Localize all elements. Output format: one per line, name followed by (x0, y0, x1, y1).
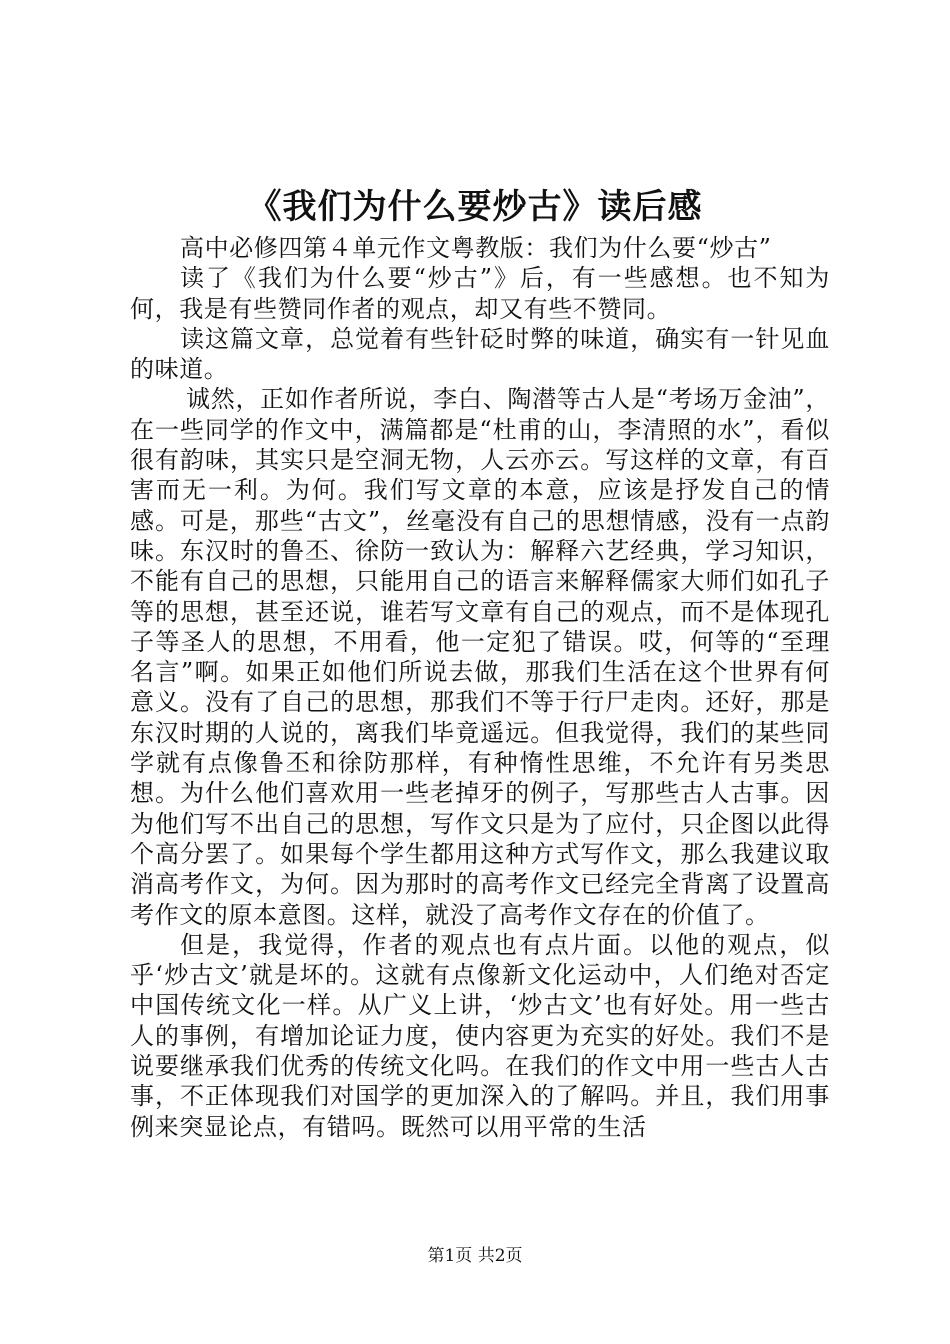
paragraph-3: 诚然，正如作者所说，李白、陶潜等古人是“考场万金油”，在一些同学的作文中，满篇都是“杜甫的山，李清照的水”，看似很有韵味，其实只是空洞无物，人云亦云。写这样的文章，有百害而无一利。为何。我们写文章的本意，应该是抒发自己的情感。可是，那些“古文”，丝毫没有自己的思想情感，没有一点韵味。东汉时的鲁丕、徐防一致认为：解释六艺经典，学习知识，不能有自己的思想，只能用自己的语言来解释儒家大师们如孔子等的思想，甚至还说，谁若写文章有自己的观点，而不是体现孔子等圣人的思想，不用看，他一定犯了错误。哎，何等的“至理名言”啊。如果正如他们所说去做，那我们生活在这个世界有何意义。没有了自己的思想，那我们不等于行尸走肉。还好，那是东汉时期的人说的，离我们毕竟遥远。但我觉得，我们的某些同学就有点像鲁丕和徐防那样，有种惰性思维，不允许有另类思想。为什么他们喜欢用一些老掉牙的例子，写那些古人古事。因为他们写不出自己的思想，写作文只是为了应付，只企图以此得个高分罢了。如果每个学生都用这种方式写作文，那么我建议取消高考作文，为何。因为那时的高考作文已经完全背离了设置高考作文的原本意图。这样，就没了高考作文存在的价值了。 (130, 385, 830, 929)
document-title: 《我们为什么要炒古》读后感 (247, 187, 703, 227)
paragraph-2: 读这篇文章，总觉着有些针砭时弊的味道，确实有一针见血的味道。 (130, 324, 830, 384)
page-number-footer: 第1页 共2页 (427, 1246, 523, 1266)
paragraph-1: 读了《我们为什么要“炒古”》后，有一些感想。也不知为何，我是有些赞同作者的观点，却又有些不赞同。 (130, 264, 830, 323)
document-body (130, 233, 830, 1142)
paragraph-4: 但是，我觉得，作者的观点也有点片面。以他的观点，似乎‘炒古文’就是坏的。这就有点像新文化运动中，人们绝对否定中国传统文化一样。从广义上讲，‘炒古文’也有好处。用一些古人的事例，有增加论证力度，使内容更为充实的好处。我们不是说要继承我们优秀的传统文化吗。在我们的作文中用一些古人古事，不正体现我们对国学的更加深入的了解吗。并且，我们用事例来突显论点，有错吗。既然可以用平常的生活 (130, 930, 830, 1141)
paragraph-subtitle: 高中必修四第４单元作文粤教版：我们为什么要“炒古” (180, 234, 772, 262)
